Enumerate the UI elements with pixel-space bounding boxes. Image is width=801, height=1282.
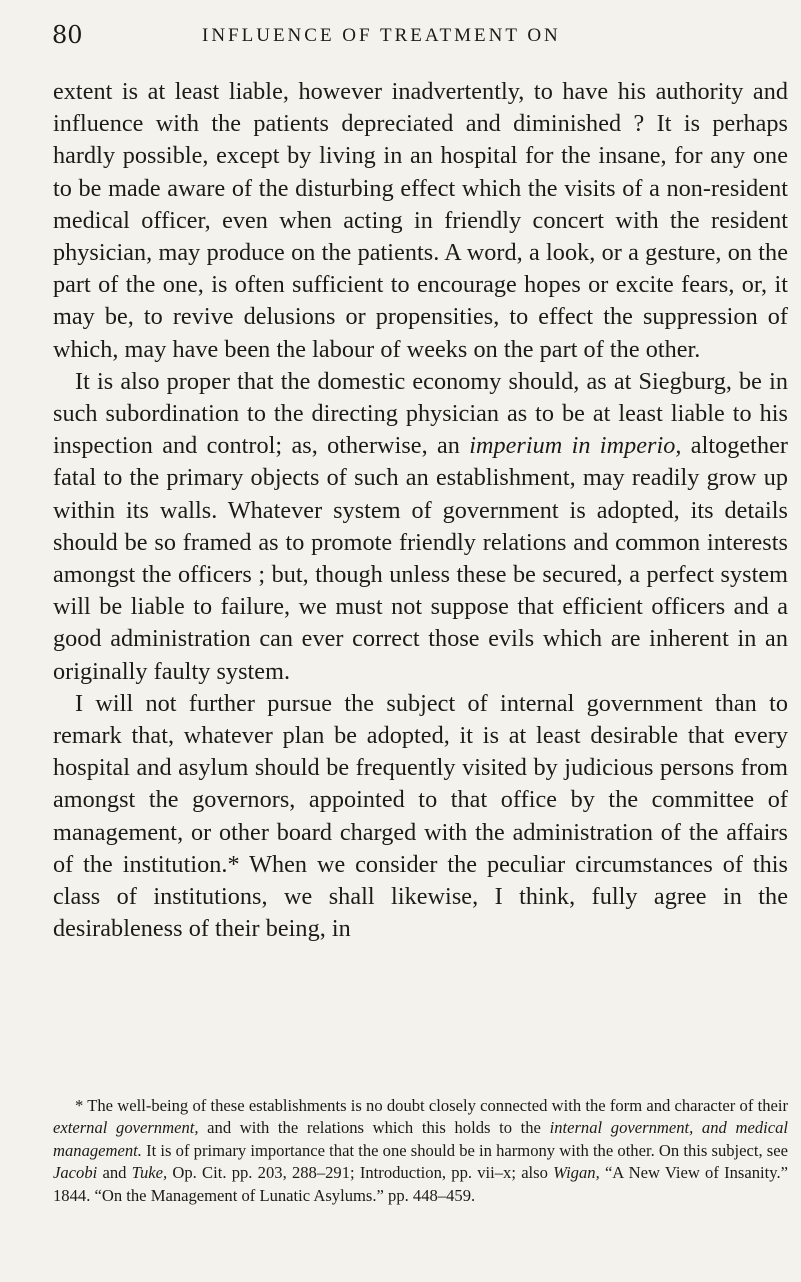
paragraph-2 [53,366,788,688]
footnote-part-d: and [97,1163,132,1183]
paragraph-3 [53,688,788,946]
footnote-italic-3: Jacobi [53,1163,98,1183]
footnote-part-e: Op. Cit. pp. 203, 288–291; Introduction, pp. vii–x; also [167,1163,554,1183]
paragraph-3-text: I will not further pursue the subject of internal government than to remark that, whatever plan be adopted, it is at least desirable that every hospital and asylum should be frequently visited by judicious persons from amongst the governors, appointed to that office by the committee of management, or other board charged with the administration of the affairs of the institution.* When we consider the peculiar circumstances of this class of institutions, we shall likewise, I think, fully agree in the desirableness of their being, in [53,689,788,943]
paragraph-2-part-b: altogether fatal to the primary objects of such an establishment, may readily grow up within its walls. Whatever system of government is adopted, its details should be so framed as to promote friendly relations and common interests amongst the officers ; but, though unless these be secured, a perfect system will be liable to failure, we must not suppose that efficient officers and a good administration can ever correct those evils which are inherent in an originally faulty system. [53,432,788,685]
page-header [52,20,787,50]
paragraph-1: extent is at least liable, however inadvertently, to have his authority and influence with the patients depreciated and diminished ? It is perhaps hardly possible, except by living in an hospital for the insane, for any one to be made aware of the disturbing effect which the visits of a non-resident medical officer, even when acting in friendly concert with the resident physician, may produce on the patients. A word, a look, or a gesture, on the part of the one, is often sufficient to encourage hopes or excite fears, or, it may be, to revive delusions or propensities, to effect the suppression of which, may have been the labour of weeks on the part of the other. [53,78,788,363]
footnote-italic-2: internal government, and medical management. [53,1118,788,1160]
paragraph-2-italic: imperium in imperio, [469,432,682,460]
footnote-part-c: It is of primary importance that the one should be in harmony with the other. On this subject, see [141,1140,788,1160]
footnote-part-a: * The well-being of these establishments is no doubt closely connected with the form and character of their [75,1096,788,1115]
footnote-italic-1: external government, [53,1118,199,1138]
running-head: INFLUENCE OF TREATMENT ON [202,25,561,46]
footnote-text [53,1095,788,1207]
footnote-italic-4: Tuke, [131,1163,168,1183]
page-number: 80 [52,21,83,49]
footnote-part-b: and with the relations which this holds to the [198,1118,550,1138]
footnote-part-f: “A New View of Insanity.” 1844. “On the Management of Lunatic Asylums.” pp. 448–459. [53,1163,788,1205]
footnote [53,1095,788,1207]
body-text [53,76,788,945]
paragraph-2-part-a: It is also proper that the domestic economy should, as at Siegburg, be in such subordination to the directing physician as to be at least liable to his inspection and control; as, otherwise, an [53,367,788,460]
footnote-italic-5: Wigan, [553,1163,600,1183]
